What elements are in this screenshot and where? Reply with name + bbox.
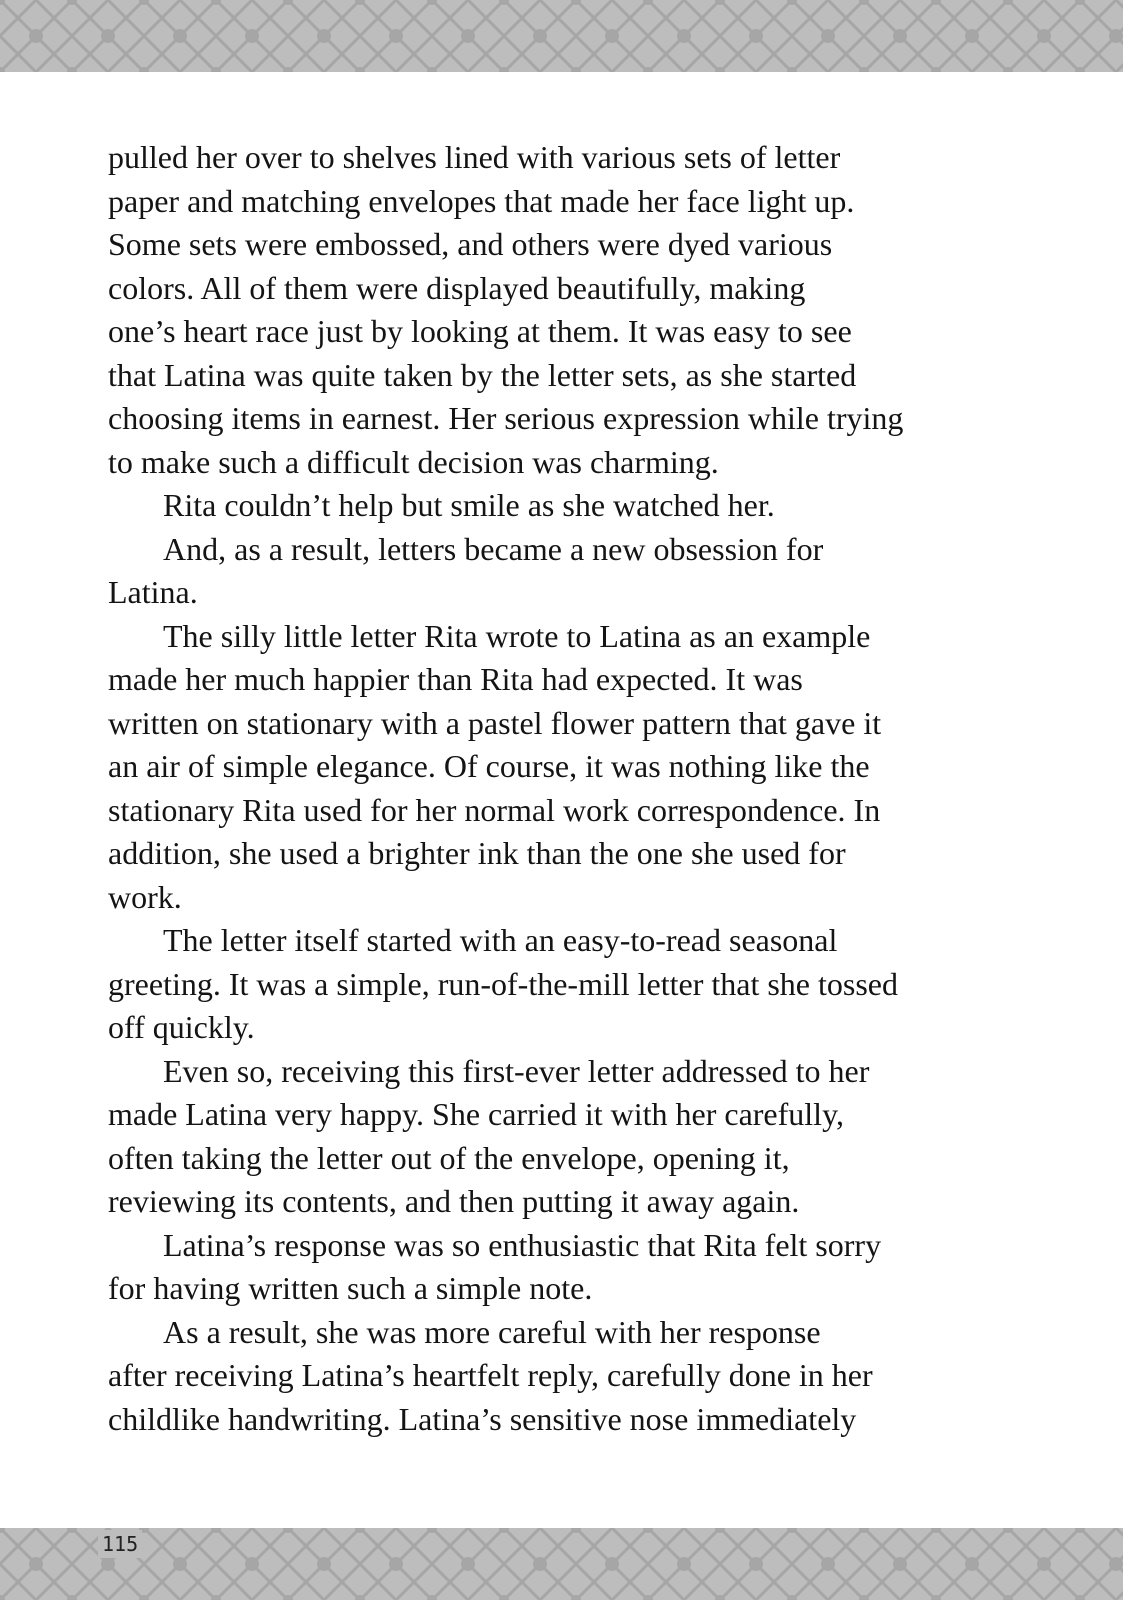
text-line: As a result, she was more careful with her response — [163, 1313, 821, 1350]
text-line: paper and matching envelopes that made her face light up. — [108, 182, 855, 219]
text-line: Some sets were embossed, and others were dyed various — [108, 226, 833, 262]
text-line: colors. All of them were displayed beautifully, making — [108, 269, 806, 306]
text-line: stationary Rita used for her normal work correspondence. In — [108, 791, 881, 828]
text-line: an air of simple elegance. Of course, it was nothing like the — [108, 748, 870, 784]
text-line: The letter itself started with an easy-to-read seasonal — [163, 922, 838, 958]
text-line: Latina. — [108, 574, 198, 610]
text-line: pulled her over to shelves lined with various sets of letter — [108, 139, 841, 175]
text-line: one’s heart race just by looking at them. It was easy to see — [108, 313, 852, 349]
text-line: greeting. It was a simple, run-of-the-mill letter that she tossed — [108, 965, 898, 1002]
body-text — [108, 136, 988, 1441]
text-line: made her much happier than Rita had expected. It was — [108, 661, 803, 697]
text-line: off quickly. — [108, 1009, 255, 1045]
text-line: Latina’s response was so enthusiastic that Rita felt sorry — [163, 1226, 882, 1263]
text-line: The silly little letter Rita wrote to Latina as an example — [163, 617, 871, 654]
text-line: reviewing its contents, and then putting it away again. — [108, 1183, 800, 1219]
text-line: work. — [108, 878, 182, 915]
text-line: And, as a result, letters became a new obsession for — [163, 530, 824, 567]
text-line: after receiving Latina’s heartfelt reply, carefully done in her — [108, 1357, 873, 1393]
text-line: choosing items in earnest. Her serious expression while trying — [108, 400, 904, 436]
text-line: to make such a difficult decision was charming. — [108, 443, 719, 480]
text-line: that Latina was quite taken by the letter sets, as she started — [108, 356, 857, 393]
text-line: Even so, receiving this first-ever letter addressed to her — [163, 1052, 870, 1089]
text-line: often taking the letter out of the envelope, opening it, — [108, 1139, 790, 1176]
bottom-decorative-border — [0, 1528, 1123, 1600]
text-line: for having written such a simple note. — [108, 1270, 593, 1306]
top-border-pattern — [0, 0, 1123, 72]
text-line: childlike handwriting. Latina’s sensitive nose immediately — [108, 1400, 857, 1437]
text-line: written on stationary with a pastel flower pattern that gave it — [108, 704, 882, 741]
text-line: addition, she used a brighter ink than the one she used for — [108, 835, 846, 871]
page-number: 115 — [98, 1530, 142, 1558]
bottom-border-pattern — [0, 1528, 1123, 1600]
text-line: Rita couldn’t help but smile as she watched her. — [163, 487, 775, 523]
text-line: made Latina very happy. She carried it with her carefully, — [108, 1096, 844, 1132]
top-decorative-border — [0, 0, 1123, 72]
